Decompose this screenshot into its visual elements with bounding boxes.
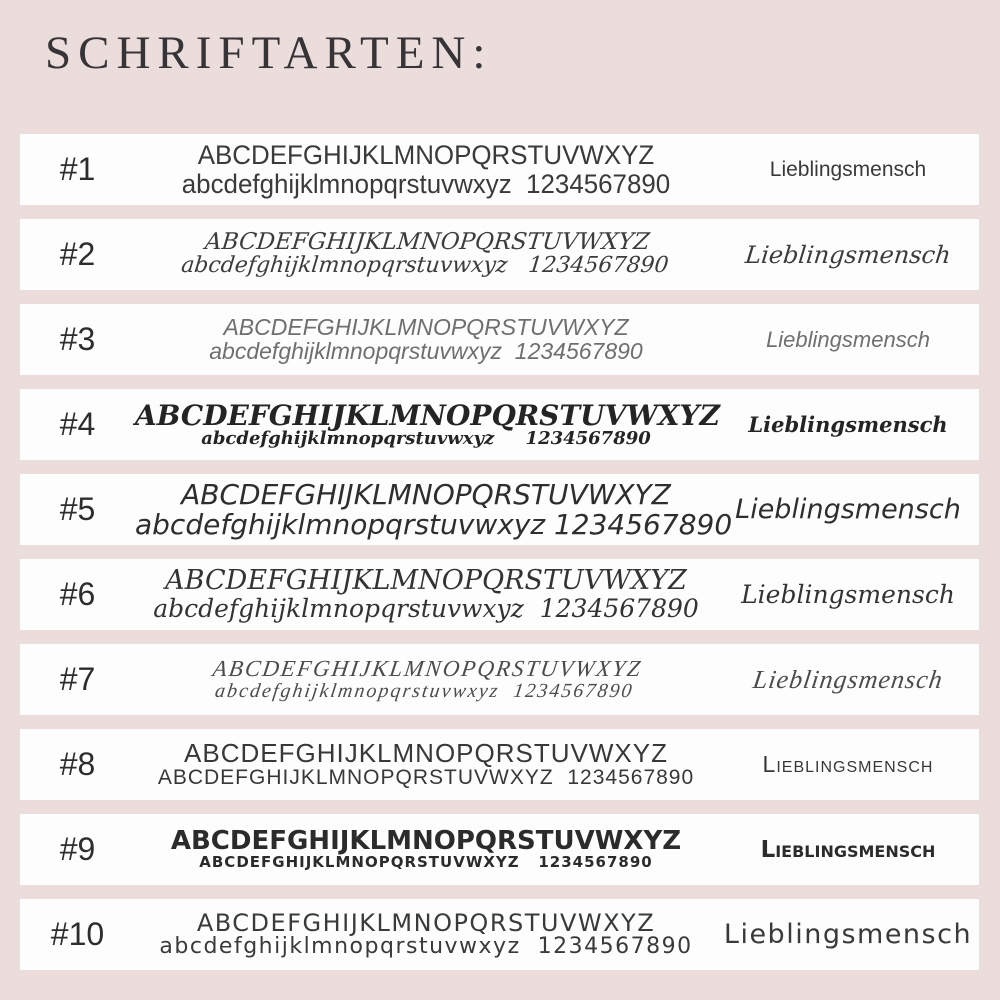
alphabet-specimen (147, 141, 706, 197)
alphabet-uppercase: ABCDEFGHIJKLMNOPQRSTUVWXYZ (170, 826, 682, 857)
font-number: #6 (59, 576, 96, 612)
sample-word: Lieblingsmensch (762, 751, 934, 777)
sample-word: Lieblingsmensch (743, 240, 953, 269)
sample-word: Lieblingsmensch (735, 494, 961, 525)
font-row-4 (20, 389, 979, 460)
alphabet-uppercase: ABCDEFGHIJKLMNOPQRSTUVWXYZ (203, 229, 651, 256)
font-row-5 (20, 474, 979, 545)
alphabet-lowercase-numbers: abcdefghijklmnopqrstuvwxyz 1234567890 (201, 427, 651, 449)
alphabet-uppercase: ABCDEFGHIJKLMNOPQRSTUVWXYZ (211, 656, 644, 682)
alphabet-specimen (135, 313, 717, 364)
font-number: #9 (59, 831, 96, 867)
font-row-8 (20, 729, 979, 800)
font-row-list (20, 134, 979, 984)
font-row-9 (20, 814, 979, 885)
alphabet-specimen (133, 231, 720, 278)
alphabet-uppercase: ABCDEFGHIJKLMNOPQRSTUVWXYZ (196, 908, 656, 937)
alphabet-specimen (135, 398, 720, 449)
alphabet-uppercase: ABCDEFGHIJKLMNOPQRSTUVWXYZ (223, 313, 629, 340)
alphabet-specimen (135, 828, 717, 871)
font-number: #8 (59, 746, 96, 782)
sample-word: Lieblingsmensch (748, 412, 948, 437)
alphabet-specimen (135, 740, 717, 789)
font-number: #10 (50, 916, 105, 952)
sample-word: Lieblingsmensch (766, 326, 930, 352)
alphabet-lowercase-numbers: abcdefghijklmnopqrstuvwxyz 1234567890 (209, 337, 643, 364)
alphabet-lowercase-numbers: ABCDEFGHIJKLMNOPQRSTUVWXYZ 1234567890 (199, 853, 653, 872)
alphabet-lowercase-numbers: ABCDEFGHIJKLMNOPQRSTUVWXYZ 1234567890 (157, 766, 695, 790)
page-title: SCHRIFTARTEN: (45, 27, 493, 79)
alphabet-lowercase-numbers: abcdefghijklmnopqrstuvwxyz 1234567890 (181, 168, 671, 199)
alphabet-lowercase-numbers: abcdefghijklmnopqrstuvwxyz 1234567890 (213, 680, 636, 703)
alphabet-lowercase-numbers: abcdefghijklmnopqrstuvwxyz 1234567890 (153, 593, 699, 623)
alphabet-lowercase-numbers: abcdefghijklmnopqrstuvwxyz 1234567890 (179, 253, 670, 279)
alphabet-specimen (135, 567, 717, 621)
font-number: #1 (59, 151, 96, 187)
sample-word: Lieblingsmensch (760, 836, 936, 863)
alphabet-uppercase: ABCDEFGHIJKLMNOPQRSTUVWXYZ (181, 478, 671, 512)
alphabet-lowercase-numbers: abcdefghijklmnopqrstuvwxyz 1234567890 (135, 507, 733, 541)
sample-word: Lieblingsmensch (741, 580, 955, 609)
font-number: #4 (59, 406, 96, 442)
alphabet-uppercase: ABCDEFGHIJKLMNOPQRSTUVWXYZ (165, 565, 687, 597)
font-row-6 (20, 559, 979, 630)
alphabet-specimen (132, 657, 720, 702)
font-row-1 (20, 134, 979, 205)
font-number: #3 (59, 321, 96, 357)
alphabet-uppercase: ABCDEFGHIJKLMNOPQRSTUVWXYZ (135, 398, 720, 432)
font-row-7 (20, 644, 979, 715)
alphabet-specimen (135, 908, 717, 959)
sample-word: Lieblingsmensch (751, 664, 945, 694)
alphabet-specimen (135, 478, 733, 541)
alphabet-uppercase: ABCDEFGHIJKLMNOPQRSTUVWXYZ (184, 738, 668, 769)
font-number: #5 (59, 491, 96, 527)
font-row-2 (20, 219, 979, 290)
sample-word: Lieblingsmensch (723, 919, 973, 950)
font-row-10 (20, 899, 979, 970)
alphabet-lowercase-numbers: abcdefghijklmnopqrstuvwxyz 1234567890 (159, 933, 693, 959)
sample-word: Lieblingsmensch (769, 157, 927, 181)
font-row-3 (20, 304, 979, 375)
font-number: #2 (59, 236, 96, 272)
font-number: #7 (59, 661, 96, 697)
alphabet-uppercase: ABCDEFGHIJKLMNOPQRSTUVWXYZ (197, 140, 655, 171)
